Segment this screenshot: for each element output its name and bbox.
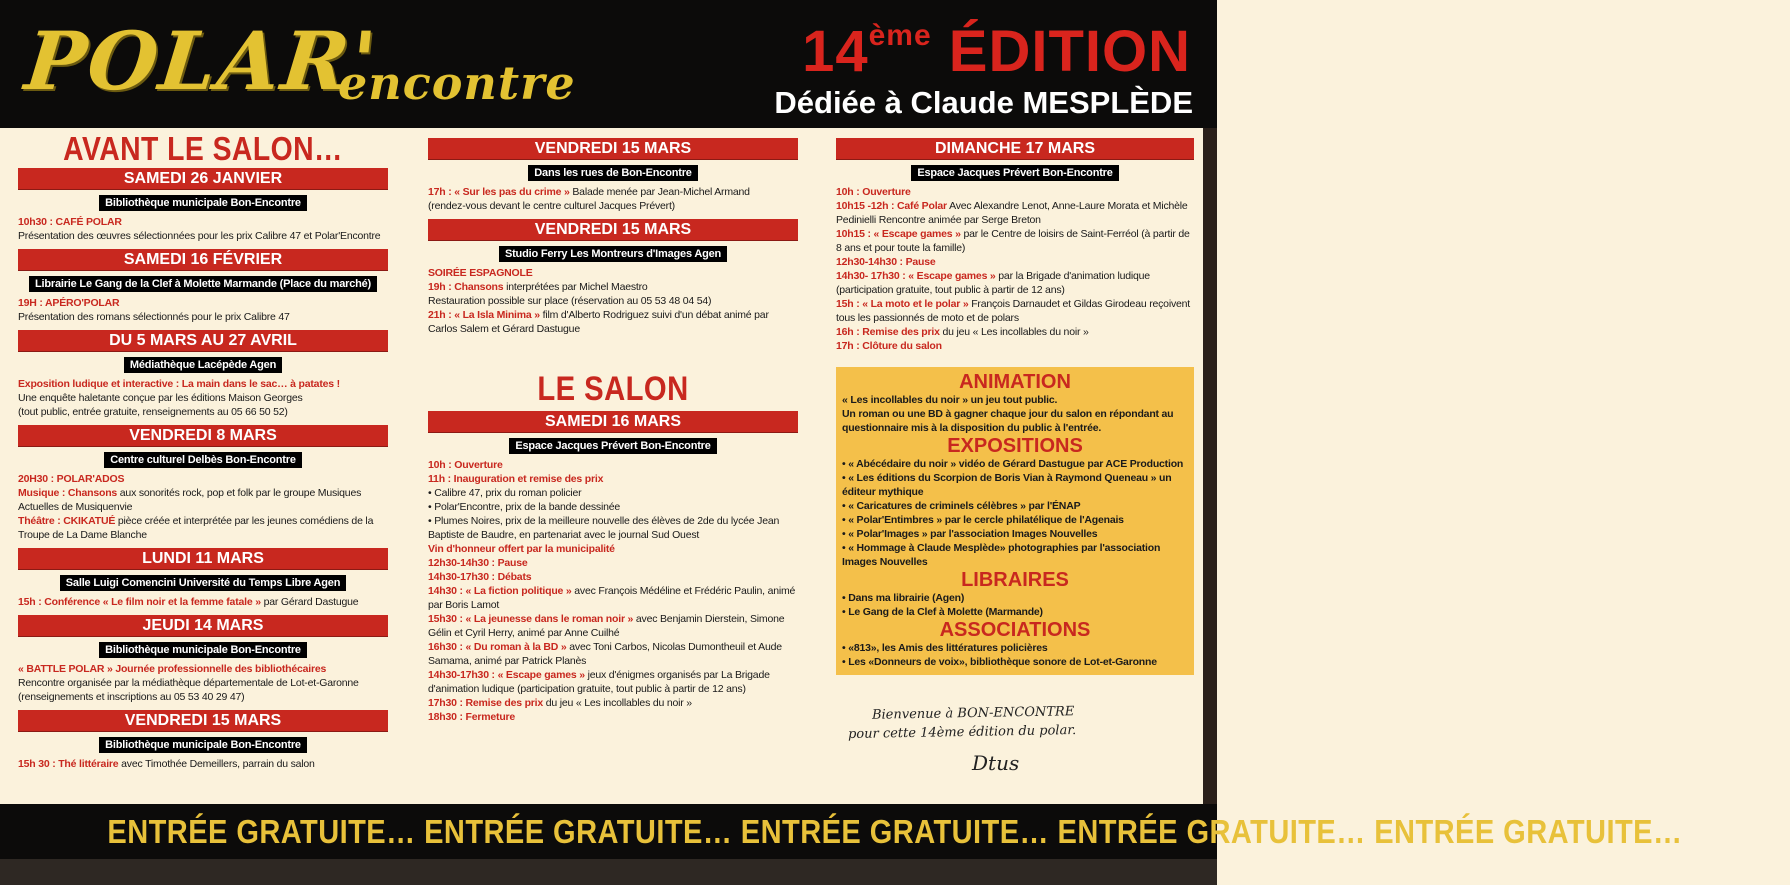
event-line-highlight: 19H : APÉRO'POLAR xyxy=(18,297,120,309)
event-line-text: avec François Médéline et Frédéric Paulin, animé par Boris Lamot xyxy=(428,585,796,611)
info-panel xyxy=(836,367,1194,675)
event-line-text: Présentation des œuvres sélectionnées pour les prix Calibre 47 et Polar'Encontre xyxy=(18,230,381,242)
event-day: VENDREDI 15 MARS xyxy=(428,219,798,241)
event-line xyxy=(428,514,798,542)
event-line-highlight: 10h : Ouverture xyxy=(428,459,503,471)
event-line-highlight: 17h : « Sur les pas du crime » xyxy=(428,186,570,198)
event-line-highlight: 10h15 : « Escape games » xyxy=(836,228,961,240)
event-line-text: Présentation des romans sélectionnés pour le prix Calibre 47 xyxy=(18,311,290,323)
panel-line: • «813», les Amis des littératures policières xyxy=(842,642,1048,654)
event-venue-wrap xyxy=(428,436,798,454)
panel-section-title: ANIMATION xyxy=(959,371,1071,393)
event-line xyxy=(428,542,798,556)
footer-strip xyxy=(0,859,1217,885)
event-day: SAMEDI 16 FÉVRIER xyxy=(18,249,388,271)
panel-line: • « Les éditions du Scorpion de Boris Vian à Raymond Queneau » un éditeur mythique xyxy=(842,472,1172,498)
event-line xyxy=(18,391,388,405)
event-venue-wrap xyxy=(18,735,388,753)
event-day: DIMANCHE 17 MARS xyxy=(836,138,1194,160)
event-line-highlight: Exposition ludique et interactive : La main dans le sac… à patates ! xyxy=(18,378,340,390)
event-line xyxy=(428,500,798,514)
logo-subtitle: encontre xyxy=(338,56,576,110)
panel-line: • « Polar'Entimbres » par le cercle philatélique de l'Agenais xyxy=(842,514,1124,526)
event-line xyxy=(836,227,1194,255)
event-line xyxy=(428,266,798,280)
event-line-highlight: 21h : « La Isla Minima » xyxy=(428,309,540,321)
event-gap xyxy=(18,771,388,777)
event-line xyxy=(428,199,798,213)
event-line xyxy=(428,584,798,612)
event-gap xyxy=(836,353,1194,359)
event-line-highlight: 15h30 : « La jeunesse dans le roman noir » xyxy=(428,613,634,625)
event-line-text: film d'Alberto Rodriguez suivi d'un débat animé par Carlos Salem et Gérard Dastugue xyxy=(428,309,769,335)
event-line-text: Rencontre organisée par la médiathèque départementale de Lot-et-Garonne xyxy=(18,677,359,689)
event-venue: Librairie Le Gang de la Clef à Molette Marmande (Place du marché) xyxy=(29,276,377,292)
event-line-text: par le Centre de loisirs de Saint-Ferréol (à partir de 8 ans et pour toute la famille) xyxy=(836,228,1190,254)
event-line xyxy=(428,556,798,570)
panel-line: • « Abécédaire du noir » vidéo de Gérard Dastugue par ACE Production xyxy=(842,458,1184,470)
event-line-highlight: 16h : Remise des prix xyxy=(836,326,940,338)
event-line-text: Avec Alexandre Lenot, Anne-Laure Morata et Michèle Pedinielli Rencontre animée par Serge Breton xyxy=(836,200,1188,226)
handwritten-signature: Bienvenue à BON-ENCONTRE pour cette 14ème édition du polar. Dtus xyxy=(847,704,1077,775)
event-line-highlight: 12h30-14h30 : Pause xyxy=(428,557,528,569)
event-line-highlight: Théâtre : CKIKATUÉ xyxy=(18,515,116,527)
event-block xyxy=(18,168,388,249)
free-entry-banner xyxy=(0,804,1683,859)
event-line xyxy=(428,458,798,472)
event-line-highlight: 14h30-17h30 : Débats xyxy=(428,571,532,583)
event-line-highlight: 14h30-17h30 : « Escape games » xyxy=(428,669,585,681)
event-line-text: (rendez-vous devant le centre culturel Jacques Prévert) xyxy=(428,200,675,212)
event-line-highlight: 14h30- 17h30 : « Escape games » xyxy=(836,270,996,282)
event-line xyxy=(18,690,388,704)
column-middle xyxy=(428,130,798,730)
event-line-highlight: « BATTLE POLAR » Journée professionnelle des bibliothécaires xyxy=(18,663,327,675)
event-line-text: par Gérard Dastugue xyxy=(260,596,359,608)
event-line xyxy=(18,215,388,229)
event-line xyxy=(18,486,388,514)
panel-line: « Les incollables du noir » un jeu tout public. xyxy=(842,394,1058,406)
header-band xyxy=(0,0,1217,128)
event-line xyxy=(18,595,388,609)
event-line-highlight: 15h 30 : Thé littéraire xyxy=(18,758,119,770)
event-venue-wrap xyxy=(18,450,388,468)
salon-title: LE SALON xyxy=(537,370,689,408)
event-block xyxy=(428,138,798,219)
event-line xyxy=(836,297,1194,325)
event-line xyxy=(836,255,1194,269)
event-gap xyxy=(428,336,798,342)
event-line xyxy=(428,185,798,199)
panel-line: • « Hommage à Claude Mesplède» photographies par l'association Images Nouvelles xyxy=(842,542,1161,568)
event-line-highlight: Musique : Chansons xyxy=(18,487,118,499)
salon-event xyxy=(428,411,798,730)
event-line xyxy=(836,325,1194,339)
event-line xyxy=(428,294,798,308)
event-line-text: • Plumes Noires, prix de la meilleure nouvelle des élèves de 2de du lycée Jean Baptiste de Baudre, en partenariat avec le journal Sud Ouest xyxy=(428,515,780,541)
middle-events xyxy=(428,138,798,342)
event-line-text: • Polar'Encontre, prix de la bande dessinée xyxy=(428,501,621,513)
event-venue-wrap xyxy=(18,640,388,658)
panel-line: • Dans ma librairie (Agen) xyxy=(842,592,965,604)
event-line xyxy=(428,696,798,710)
event-line-text: aux sonorités rock, pop et folk par le groupe Musiques Actuelles de Musiquenvie xyxy=(18,487,362,513)
event-line xyxy=(836,199,1194,227)
dedication: Dédiée à Claude MESPLÈDE xyxy=(774,85,1193,120)
event-venue: Studio Ferry Les Montreurs d'Images Agen xyxy=(499,246,727,262)
event-venue: Médiathèque Lacépède Agen xyxy=(124,357,282,373)
event-block xyxy=(18,548,388,615)
event-day: LUNDI 11 MARS xyxy=(18,548,388,570)
event-line xyxy=(428,486,798,500)
event-line-text: jeux d'énigmes organisés par La Brigade d'animation ludique (participation gratuite, tout public à partir de 12 ans) xyxy=(428,669,770,695)
avant-title: AVANT LE SALON… xyxy=(63,130,343,167)
event-block xyxy=(428,411,798,730)
panel-line: Un roman ou une BD à gagner chaque jour du salon en répondant au questionnaire mis à la disposition du public à l'entrée. xyxy=(842,408,1174,434)
column-right xyxy=(836,130,1194,675)
event-day: VENDREDI 15 MARS xyxy=(428,138,798,160)
event-venue: Espace Jacques Prévert Bon-Encontre xyxy=(911,165,1118,181)
event-line xyxy=(836,339,1194,353)
event-line-highlight: 10h30 : CAFÉ POLAR xyxy=(18,216,122,228)
event-block xyxy=(428,219,798,342)
event-line xyxy=(836,185,1194,199)
event-line-highlight: 20H30 : POLAR'ADOS xyxy=(18,473,125,485)
event-day: SAMEDI 26 JANVIER xyxy=(18,168,388,190)
event-line xyxy=(428,280,798,294)
event-day: JEUDI 14 MARS xyxy=(18,615,388,637)
event-line-highlight: 11h : Inauguration et remise des prix xyxy=(428,473,604,485)
event-line xyxy=(18,757,388,771)
event-block xyxy=(836,138,1194,359)
event-line-text: Restauration possible sur place (réservation au 05 53 48 04 54) xyxy=(428,295,712,307)
event-block xyxy=(18,249,388,330)
logo-title: POLAR' xyxy=(21,14,383,108)
event-line-text: avec Benjamin Dierstein, Simone Gélin et Cyril Herry, animé par Anne Cuilhé xyxy=(428,613,785,639)
event-venue-wrap xyxy=(18,355,388,373)
event-block xyxy=(18,710,388,777)
event-line-highlight: 10h15 -12h : Café Polar xyxy=(836,200,947,212)
event-line xyxy=(836,269,1194,297)
event-venue: Bibliothèque municipale Bon-Encontre xyxy=(99,737,307,753)
event-line-text: du jeu « Les incollables du noir » xyxy=(543,697,692,709)
event-line-text: (tout public, entrée gratuite, renseignements au 05 66 50 52) xyxy=(18,406,288,418)
event-line xyxy=(18,472,388,486)
panel-line: • « Caricatures de criminels célèbres » par l'ÉNAP xyxy=(842,500,1081,512)
event-venue: Bibliothèque municipale Bon-Encontre xyxy=(99,642,307,658)
event-block xyxy=(18,425,388,548)
event-line xyxy=(18,377,388,391)
panel-line: • « Polar'Images » par l'association Images Nouvelles xyxy=(842,528,1098,540)
decorative-edge xyxy=(1203,128,1217,804)
event-venue-wrap xyxy=(18,193,388,211)
event-block xyxy=(18,330,388,425)
event-day: SAMEDI 16 MARS xyxy=(428,411,798,433)
event-line-text: pièce créée et interprétée par les jeunes comédiens de la Troupe de La Dame Blanche xyxy=(18,515,374,541)
event-line-text: par la Brigade d'animation ludique (participation gratuite, tout public à partir de 12 ans) xyxy=(836,270,1150,296)
sunday-event xyxy=(836,138,1194,359)
event-venue-wrap xyxy=(18,573,388,591)
event-line xyxy=(428,612,798,640)
event-line xyxy=(18,310,388,324)
event-line-highlight: 14h30 : « La fiction politique » xyxy=(428,585,572,597)
event-line-highlight: SOIRÉE ESPAGNOLE xyxy=(428,267,533,279)
event-venue-wrap xyxy=(428,244,798,262)
panel-section-title: LIBRAIRES xyxy=(961,569,1069,591)
panel-line: • Le Gang de la Clef à Molette (Marmande) xyxy=(842,606,1043,618)
event-line xyxy=(428,570,798,584)
event-line xyxy=(18,405,388,419)
event-line-highlight: 15h : Conférence « Le film noir et la femme fatale » xyxy=(18,596,261,608)
event-line xyxy=(428,308,798,336)
event-day: VENDREDI 15 MARS xyxy=(18,710,388,732)
event-line-text: François Darnaudet et Gildas Girodeau reçoivent tous les passionnés de moto et de polars xyxy=(836,298,1191,324)
event-line xyxy=(18,229,388,243)
avant-events xyxy=(18,168,388,777)
event-line-text: interprétées par Michel Maestro xyxy=(503,281,648,293)
event-line-text: avec Toni Carbos, Nicolas Dumontheuil et Aude Samama, animé par Patrick Planès xyxy=(428,641,782,667)
event-line xyxy=(18,296,388,310)
event-line-text: Balade menée par Jean-Michel Armand xyxy=(569,186,750,198)
event-venue: Bibliothèque municipale Bon-Encontre xyxy=(99,195,307,211)
event-line-text: Une enquête haletante conçue par les éditions Maison Georges xyxy=(18,392,303,404)
event-line xyxy=(18,662,388,676)
panel-line: • Les «Donneurs de voix», bibliothèque sonore de Lot-et-Garonne xyxy=(842,656,1157,668)
event-line xyxy=(18,514,388,542)
column-avant xyxy=(18,130,388,777)
event-line-highlight: 15h : « La moto et le polar » xyxy=(836,298,969,310)
event-line-highlight: 10h : Ouverture xyxy=(836,186,911,198)
event-line-text: (renseignements et inscriptions au 05 53 40 29 47) xyxy=(18,691,245,703)
event-line-highlight: 18h30 : Fermeture xyxy=(428,711,516,723)
event-line xyxy=(428,668,798,696)
event-day: VENDREDI 8 MARS xyxy=(18,425,388,447)
event-venue: Espace Jacques Prévert Bon-Encontre xyxy=(509,438,716,454)
event-line-highlight: Vin d'honneur offert par la municipalité xyxy=(428,543,615,555)
event-venue: Salle Luigi Comencini Université du Temps Libre Agen xyxy=(60,575,346,591)
event-gap xyxy=(428,724,798,730)
event-venue: Dans les rues de Bon-Encontre xyxy=(528,165,697,181)
event-line-text: avec Timothée Demeillers, parrain du salon xyxy=(118,758,315,770)
event-venue: Centre culturel Delbès Bon-Encontre xyxy=(104,452,302,468)
panel-section-title: EXPOSITIONS xyxy=(947,435,1083,457)
event-line-highlight: 17h30 : Remise des prix xyxy=(428,697,544,709)
event-line xyxy=(428,710,798,724)
event-line-highlight: 19h : Chansons xyxy=(428,281,504,293)
event-line-text: du jeu « Les incollables du noir » xyxy=(939,326,1089,338)
event-day: DU 5 MARS AU 27 AVRIL xyxy=(18,330,388,352)
event-line-highlight: 12h30-14h30 : Pause xyxy=(836,256,936,268)
event-line xyxy=(428,640,798,668)
event-line xyxy=(18,676,388,690)
event-venue-wrap xyxy=(18,274,388,292)
free-entry-text: ENTRÉE GRATUITE… ENTRÉE GRATUITE… ENTRÉE GRATUITE… ENTRÉE GRATUITE… ENTRÉE GRATUITE… xyxy=(107,813,1683,850)
event-line-highlight: 17h : Clôture du salon xyxy=(836,340,942,352)
event-venue-wrap xyxy=(836,163,1194,181)
event-venue-wrap xyxy=(428,163,798,181)
event-line xyxy=(428,472,798,486)
edition-title: 14ème ÉDITION xyxy=(802,19,1191,84)
panel-section-title: ASSOCIATIONS xyxy=(939,619,1091,641)
event-line-highlight: 16h30 : « Du roman à la BD » xyxy=(428,641,567,653)
event-line-text: • Calibre 47, prix du roman policier xyxy=(428,487,582,499)
event-block xyxy=(18,615,388,710)
